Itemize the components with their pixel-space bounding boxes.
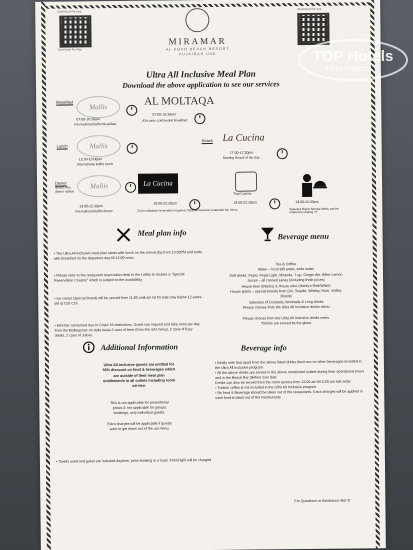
beverage-info-heading: Beverage info <box>240 343 287 353</box>
mallis-logo: Mallis <box>76 96 120 118</box>
beverage-menu-line: Please choose from the Ultra All Inclusive drinks menu. <box>242 315 331 321</box>
beverage-info-item: • All the above drinks are served in the above mentioned outlets during their operational hours and in the Beach Bar (Before Sun Set) <box>215 369 365 381</box>
additional-info-heading: Additional Information <box>100 342 178 353</box>
breakfast-right-time: 07:00-10:30am <box>152 112 176 117</box>
top-hotels-watermark <box>293 34 413 96</box>
beverage-menu-line: *Drinks are served by the glass. <box>261 321 312 326</box>
clock-icon <box>194 113 205 124</box>
dinner-label-sub: Select one dinner option <box>55 185 75 194</box>
beverage-info-item: • No food & Beverage should be taken out of the restaurants. Extra charges will be applied in case food is taken out of the Restaurants <box>215 389 363 401</box>
lunch-left-time: 12:30-15:00pm <box>78 157 103 162</box>
additional-info-line: want to get items out of the uai menu. <box>109 426 170 432</box>
brand-sub2: FUJAIRAH UAE <box>179 51 217 57</box>
additional-info-bold <box>79 362 199 390</box>
snack-desc: Starting Snack of the day <box>222 155 260 160</box>
additional-info-line: This is not applicable for promotional <box>110 400 169 406</box>
miramar-emblem-icon <box>185 8 209 32</box>
additional-info-line: Extra charges will be applicable if guests <box>107 421 172 426</box>
beverage-info-item: Drinks can also be served from the room service from 12:00 am till 6:20 am last order. <box>215 379 352 386</box>
cutlery-icon <box>115 227 131 243</box>
lunch-label: Lunch <box>56 143 68 149</box>
footer-note: • Towels used and guest are included daytime, price booking is a must. Flood light will be charged <box>55 458 212 464</box>
meal-plan-item: • The Ultra All Inclusive meal plan starts with lunch on the arrival day from 13:00PM and ends with breakfast on the departure day till 12:00 noon <box>53 250 202 261</box>
beverage-menu-line: House spirits – special brands from Gin, Tequila, Whisky, Rum, Vodka, <box>230 288 343 294</box>
beverage-info-item: • Turkish coffee is not included in the Ultra All Inclusive program. <box>215 385 318 391</box>
al-moltaqa-logo: AL MOLTAQA <box>144 94 215 108</box>
beverage-menu-list <box>206 261 367 327</box>
additional-info-bold-line: 50% discount on food & beverages which <box>102 367 176 373</box>
meal-plan-item: • Mini bar consumed due to Covid 19 restrictions. Guest can request and take once per day from the Moltaqa bar on daily basis 2 cans of beer (from the UAI menu), 2 cans of fizzy drinks, 2 cans of Juices. <box>54 322 200 338</box>
footer-contact: For Questions or Assistance dial '8' <box>294 498 351 504</box>
beverage-menu-line: Juices – all canned juices (including fresh juices) <box>247 277 325 283</box>
breakfast-label: Breakfast <box>56 99 74 105</box>
dinner-left-desc: International buffet dinner <box>75 209 113 214</box>
thai-cuisine-time: 19:00-22:30pm <box>233 200 257 205</box>
dinner-label: Dinner <box>55 180 67 186</box>
room-service-icon <box>297 173 327 199</box>
wine-glass-icon <box>262 227 274 241</box>
additional-info-bold-line: are outside of their meal plan <box>113 373 165 378</box>
additional-info-line: prices & not applicable for groups <box>112 405 167 411</box>
mallis-logo: Mallis <box>77 175 121 197</box>
thai-cuisine-label: Thai Cuisine <box>233 191 252 196</box>
beverage-menu-line: Soft drinks: Pepsi, Pepsi Light, Miranda, 7-up, Ginger Ale, Bitter Lemon <box>229 272 343 278</box>
lunch-left-desc: International buffet lunch <box>76 162 113 167</box>
mallis-logo: Mallis <box>77 135 121 157</box>
qr-left-caption: Download the App <box>57 47 83 52</box>
breakfast-left-desc: International buffet breakfast <box>74 121 117 127</box>
dinner-mid-time: 19:00-22:30pm <box>153 201 177 206</box>
additional-info-bold-line: Ultra All-inclusive guests are entitled for <box>103 362 175 368</box>
clock-icon <box>126 105 137 116</box>
room-service-desc: Selected Room Service Menu can be ordered by dialing 'O' <box>289 206 339 215</box>
beverage-menu-line: House beer (Blacks) & House wine (Hardy's Red/White) <box>241 283 331 289</box>
breakfast-left-time: 07:00-10:30am <box>76 117 100 122</box>
additional-info-bold-line: entitlements in all outlets including room <box>103 378 176 384</box>
beverage-menu-line: Please choose from the Ultra All Inclusive drinks menu <box>242 304 330 310</box>
qr-code-left <box>59 15 91 47</box>
info-icon <box>83 341 95 353</box>
qr-left-top-caption: Download the app <box>57 9 82 14</box>
dinner-left-time: 19:00-22:30pm <box>79 204 103 209</box>
top-border <box>41 2 374 8</box>
meal-plan-item: • Please refer to the restaurant reservation desk in the Lobby to receive a "Special Reservation Coupon" which is subject to the availability. <box>53 272 185 283</box>
breakfast-right-desc: A'la carte continental breakfast <box>142 118 188 123</box>
clock-icon <box>269 198 280 209</box>
meal-plan-info-heading: Meal plan info <box>137 228 187 238</box>
la-cucina-logo: La Cucina <box>138 173 178 193</box>
beverage-info-list <box>215 359 367 401</box>
dinner-mid-desc: 24 hrs advance reservation required, Ultra all-inclusive restaurant fee menu <box>137 207 238 213</box>
beverage-menu-line: Water – local still water, soda water <box>257 267 315 272</box>
room-service-time: 19:00-22:30pm <box>295 199 319 205</box>
beverage-info-item: • Kindly note that apart from the above listed drinks there are no other beverages included in the Ultra All Inclusive program. <box>214 359 362 370</box>
clock-icon <box>277 148 288 159</box>
brand-name: MIRAMAR <box>168 35 227 47</box>
left-border <box>41 2 51 550</box>
thai-restaurant-logo-icon <box>235 172 257 192</box>
additional-info-line: bookings, only individual guests. <box>113 410 166 416</box>
beverage-menu-heading: Beverage menu <box>277 231 329 242</box>
snack-time: 17:00-17:30pm <box>229 150 254 155</box>
watermark-sub: ФОТО ТУРИСТА <box>325 67 373 73</box>
beverage-menu-line: Tea & Coffee <box>275 262 297 267</box>
snack-label: Snack <box>201 137 213 144</box>
beverage-menu-line: Selection of Cocktails, Mocktails & Long drinks <box>249 299 324 305</box>
qr-right-top-caption: Download the app <box>297 6 322 12</box>
clock-icon <box>127 143 138 154</box>
additional-info-lines <box>79 400 199 432</box>
beverage-menu-line: Brandy <box>280 294 292 299</box>
page-title: Ultra All Inclusive Meal Plan <box>146 68 256 80</box>
brand-sub: AL AQAH BEACH RESORT <box>165 46 230 52</box>
additional-info-bold-line: service. <box>132 384 147 389</box>
meal-plan-item: • Ice cream (special brand) will be served from 11:00 until am lot for kids only below 12 years old at CUI CUI. <box>54 295 202 306</box>
page-subtitle: Download the above application to see our services <box>122 79 280 90</box>
la-cucina-logo: La Cucina <box>222 132 265 144</box>
watermark-main: TOP Hotels <box>313 48 394 65</box>
clock-icon <box>125 182 136 193</box>
